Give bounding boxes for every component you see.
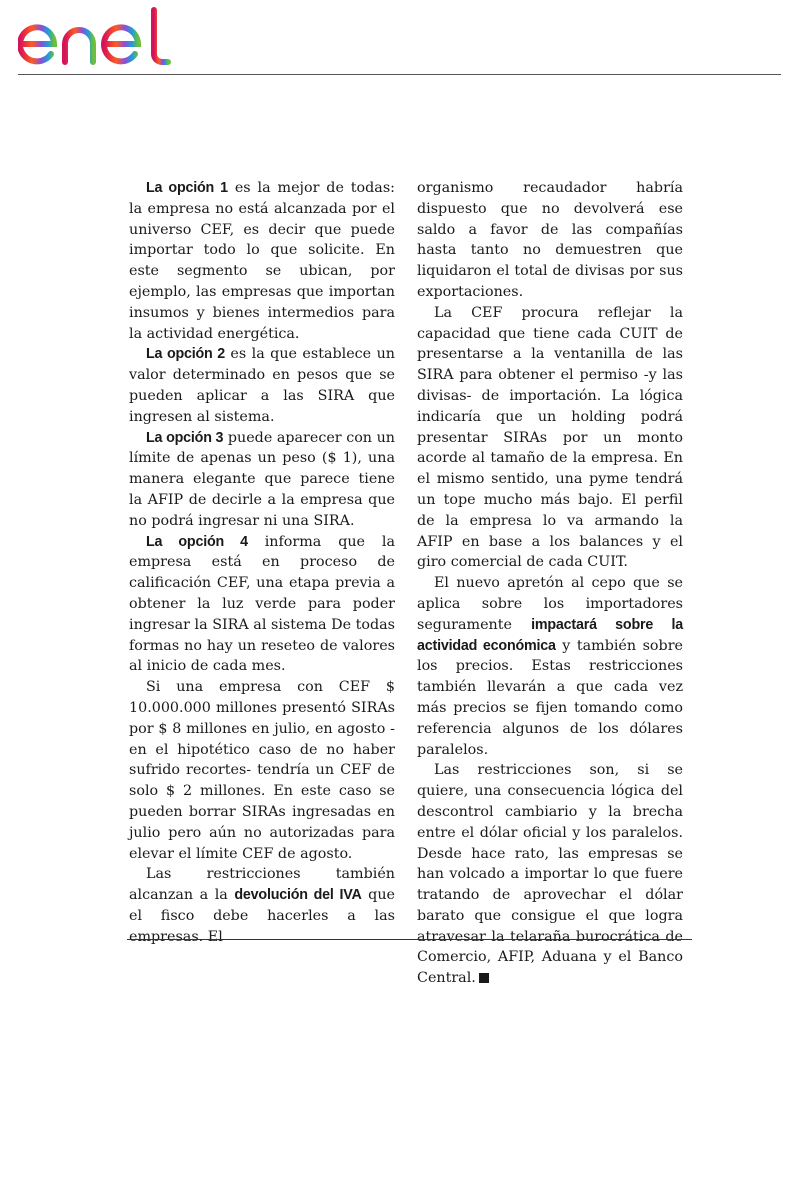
enel-logo (18, 4, 183, 68)
paragraph-conclusion: Las restricciones son, si se quiere, una consecuencia lógica del descontrol cambiario y la brecha entre el dólar oficial y los paralelos. Desde hace rato, las empresas se han volcado a importar lo que fuere tratando de aprovechar el dólar barato que consigue el que logra atravesar la telaraña burocrática de Comercio, AFIP, Aduana y el Banco Central. (417, 762, 683, 987)
option-1-label: La opción 1 (146, 180, 228, 196)
paragraph-option-2: La opción 2 es la que establece un valor determinado en pesos que se pueden aplicar a las SIRA que ingresen al sistema. (129, 346, 395, 425)
paragraph-cepo: El nuevo apretón al cepo que se aplica sobre los importadores seguramente impactará sobre la actividad económica y también sobre los precios. Estas restricciones también llevarán a que cada vez más precios se fijen tomando como referencia algunos de los dólares paralelos. (417, 575, 683, 758)
paragraph-cef-capacity: La CEF procura reflejar la capacidad que tiene cada CUIT de presentarse a la ventanilla de las SIRA para obtener el permiso -y las divisas- de importación. La lógica indicaría que un holding podrá presentar SIRAs por un monto acorde al tamaño de la empresa. En el mismo sentido, una pyme tendrá un tope mucho más bajo. El perfil de la empresa lo va armando la AFIP en base a los balances y el giro comercial de cada CUIT. (417, 304, 683, 571)
paragraph-continuation: organismo recaudador habría dispuesto que no devolverá ese saldo a favor de las compañías hasta tanto no demuestren que liquidaron el total de divisas por sus exportaciones. (417, 180, 683, 300)
article-column-left (129, 178, 395, 947)
option-2-label: La opción 2 (146, 346, 225, 363)
paragraph-option-3: La opción 3 puede aparecer con un límite de apenas un peso ($ 1), una manera elegante que parece tiene la AFIP de decirle a la empresa que no podrá ingresar ni una SIRA. (129, 429, 395, 529)
header-divider (18, 74, 781, 75)
option-4-label: La opción 4 (146, 533, 248, 550)
paragraph-cef-example: Si una empresa con CEF $ 10.000.000 millones presentó SIRAs por $ 8 millones en julio, en agosto - en el hipotético caso de no haber sufrido recortes- tendría un CEF de solo $ 2 millones. En este caso se pueden borrar SIRAs ingresadas en julio pero aún no autorizadas para elevar el límite CEF de agosto. (129, 679, 395, 862)
impact-highlight: impactará sobre la actividad económica (417, 616, 683, 654)
paragraph-option-4: La opción 4 informa que la empresa está en proceso de calificación CEF, una etapa previa a obtener la luz verde para poder ingresar la SIRA al sistema De todas formas no hay un reseteo de valores al inicio de cada mes. (129, 533, 395, 675)
end-of-article-mark (479, 973, 489, 983)
article-column-right (417, 178, 683, 989)
footer-divider (127, 939, 692, 940)
option-3-label: La opción 3 (146, 429, 224, 446)
iva-highlight: devolución del IVA (234, 887, 362, 904)
paragraph-iva: Las restricciones también alcanzan a la devolución del IVA que el fisco debe hacerles a las empresas. El (129, 866, 395, 945)
paragraph-option-1: La opción 1 es la mejor de todas: la empresa no está alcanzada por el universo CEF, es decir que puede importar todo lo que solicite. En este segmento se ubican, por ejemplo, las empresas que importan insumos y bienes intermedios para la actividad energética. (129, 180, 395, 342)
